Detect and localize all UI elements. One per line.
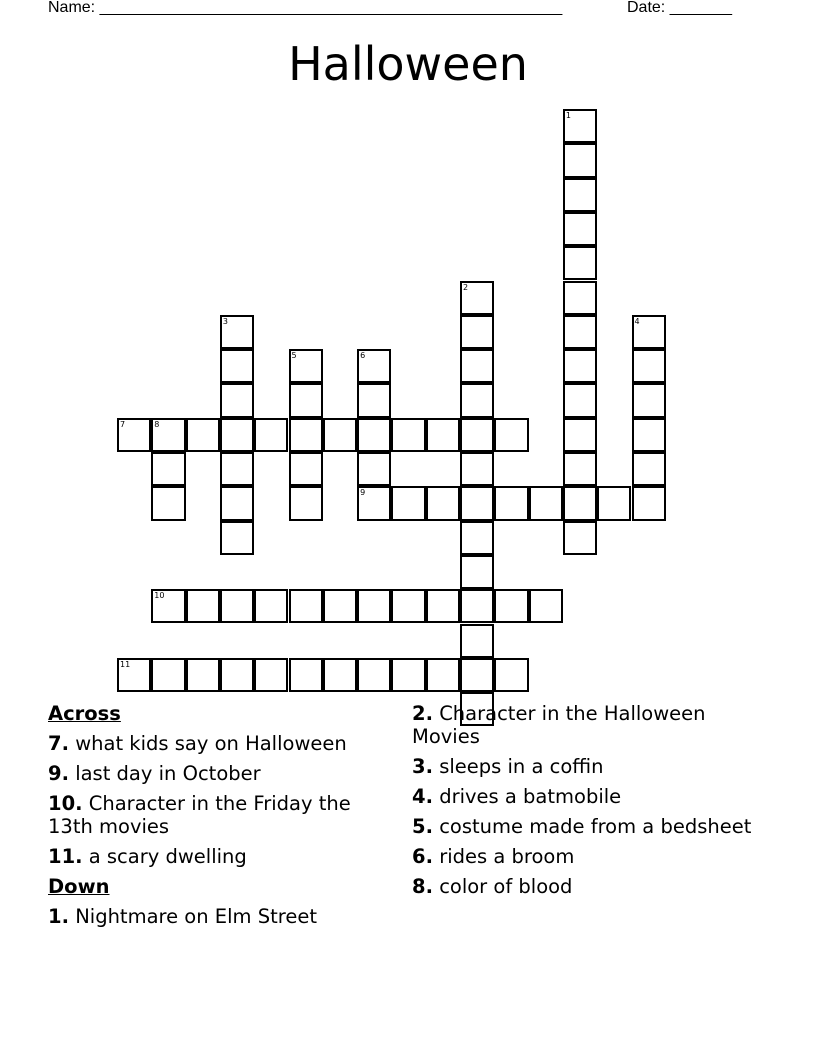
grid-cell[interactable] (151, 589, 185, 623)
grid-cell[interactable] (186, 589, 220, 623)
grid-cell[interactable] (460, 383, 494, 417)
grid-cell[interactable] (151, 418, 185, 452)
cell-number: 10 (154, 591, 165, 601)
grid-cell[interactable] (460, 589, 494, 623)
clue-text: Nightmare on Elm Street (75, 905, 317, 928)
grid-cell[interactable] (460, 315, 494, 349)
cell-number: 3 (222, 316, 228, 326)
grid-cell[interactable] (289, 589, 323, 623)
grid-cell[interactable] (220, 658, 254, 692)
clue-number: 4. (412, 785, 433, 808)
clue-number: 5. (412, 815, 433, 838)
grid-cell[interactable] (563, 315, 597, 349)
clue-text: drives a batmobile (439, 785, 622, 808)
clue-across-10 (48, 792, 398, 838)
grid-cell[interactable] (151, 486, 185, 520)
page-title: Halloween (288, 37, 528, 91)
grid-cell[interactable] (323, 658, 357, 692)
grid-cell[interactable] (391, 418, 425, 452)
grid-cell[interactable] (254, 658, 288, 692)
clue-number: 10. (48, 792, 83, 815)
grid-cell[interactable] (323, 589, 357, 623)
grid-cell[interactable] (460, 658, 494, 692)
grid-cell[interactable] (357, 589, 391, 623)
clue-number: 9. (48, 762, 69, 785)
cell-number: 6 (360, 351, 366, 361)
grid-cell[interactable] (563, 109, 597, 143)
grid-cell[interactable] (563, 178, 597, 212)
clue-down-4 (412, 785, 762, 808)
cell-number: 8 (154, 419, 160, 429)
grid-cell[interactable] (357, 349, 391, 383)
cell-number: 11 (120, 659, 131, 669)
grid-cell[interactable] (563, 383, 597, 417)
grid-cell[interactable] (289, 452, 323, 486)
clue-number: 7. (48, 732, 69, 755)
clue-text: sleeps in a coffin (439, 755, 604, 778)
grid-cell[interactable] (632, 418, 666, 452)
clue-across-7 (48, 732, 398, 755)
clue-text: last day in October (75, 762, 261, 785)
clue-down-8 (412, 875, 762, 898)
grid-cell[interactable] (220, 315, 254, 349)
grid-cell[interactable] (563, 143, 597, 177)
grid-cell[interactable] (529, 589, 563, 623)
clue-across-9 (48, 762, 398, 785)
cell-number: 9 (360, 488, 366, 498)
grid-cell[interactable] (151, 452, 185, 486)
grid-cell[interactable] (357, 452, 391, 486)
grid-cell[interactable] (632, 349, 666, 383)
clue-number: 1. (48, 905, 69, 928)
grid-cell[interactable] (391, 589, 425, 623)
grid-cell[interactable] (357, 418, 391, 452)
grid-cell[interactable] (220, 452, 254, 486)
grid-cell[interactable] (632, 315, 666, 349)
clue-down-2 (412, 702, 762, 748)
grid-cell[interactable] (426, 658, 460, 692)
date-field[interactable]: Date: _______ (627, 0, 732, 16)
grid-cell[interactable] (426, 418, 460, 452)
grid-cell[interactable] (460, 486, 494, 520)
clue-down-5 (412, 815, 762, 838)
grid-cell[interactable] (117, 658, 151, 692)
grid-cell[interactable] (632, 452, 666, 486)
grid-cell[interactable] (289, 486, 323, 520)
grid-cell[interactable] (357, 383, 391, 417)
clue-number: 6. (412, 845, 433, 868)
grid-cell[interactable] (563, 246, 597, 280)
grid-cell[interactable] (494, 486, 528, 520)
grid-cell[interactable] (151, 658, 185, 692)
grid-cell[interactable] (357, 658, 391, 692)
clue-text: Character in the Halloween Movies (412, 702, 706, 748)
grid-cell[interactable] (529, 486, 563, 520)
grid-cell[interactable] (494, 418, 528, 452)
grid-cell[interactable] (357, 486, 391, 520)
grid-cell[interactable] (289, 383, 323, 417)
cell-number: 2 (463, 282, 469, 292)
clue-text: Character in the Friday the 13th movies (48, 792, 351, 838)
across-heading: Across (48, 702, 121, 725)
grid-cell[interactable] (494, 658, 528, 692)
clue-number: 8. (412, 875, 433, 898)
grid-cell[interactable] (460, 521, 494, 555)
down-heading: Down (48, 875, 110, 898)
grid-cell[interactable] (186, 658, 220, 692)
grid-cell[interactable] (220, 486, 254, 520)
clues-right-column (412, 702, 762, 905)
grid-cell[interactable] (289, 418, 323, 452)
cell-number: 1 (565, 111, 571, 120)
grid-cell[interactable] (254, 418, 288, 452)
grid-cell[interactable] (220, 349, 254, 383)
clues-left-column (48, 702, 398, 935)
clue-across-11 (48, 845, 398, 868)
grid-cell[interactable] (289, 658, 323, 692)
grid-cell[interactable] (494, 589, 528, 623)
clue-text: a scary dwelling (88, 845, 247, 868)
grid-cell[interactable] (563, 486, 597, 520)
grid-cell[interactable] (563, 212, 597, 246)
clue-down-3 (412, 755, 762, 778)
clue-text: color of blood (439, 875, 573, 898)
grid-cell[interactable] (220, 521, 254, 555)
grid-cell[interactable] (632, 383, 666, 417)
grid-cell[interactable] (632, 486, 666, 520)
grid-cell[interactable] (563, 521, 597, 555)
name-field[interactable]: Name: ____________________________________________________ (48, 0, 563, 16)
grid-cell[interactable] (391, 486, 425, 520)
grid-cell[interactable] (460, 452, 494, 486)
grid-cell[interactable] (460, 349, 494, 383)
clue-down-1 (48, 905, 398, 928)
clue-down-6 (412, 845, 762, 868)
grid-cell[interactable] (220, 383, 254, 417)
clue-text: costume made from a bedsheet (439, 815, 752, 838)
clue-number: 3. (412, 755, 433, 778)
grid-cell[interactable] (426, 589, 460, 623)
clue-text: what kids say on Halloween (75, 732, 347, 755)
grid-cell[interactable] (254, 589, 288, 623)
grid-cell[interactable] (460, 624, 494, 658)
clue-text: rides a broom (439, 845, 575, 868)
cell-number: 7 (120, 419, 126, 429)
grid-cell[interactable] (563, 281, 597, 315)
grid-cell[interactable] (563, 349, 597, 383)
grid-cell[interactable] (460, 281, 494, 315)
grid-cell[interactable] (117, 418, 151, 452)
grid-cell[interactable] (563, 452, 597, 486)
cell-number: 5 (291, 351, 297, 361)
clue-number: 11. (48, 845, 83, 868)
grid-cell[interactable] (426, 486, 460, 520)
grid-cell[interactable] (289, 349, 323, 383)
grid-cell[interactable] (460, 418, 494, 452)
grid-cell[interactable] (220, 589, 254, 623)
grid-cell[interactable] (323, 418, 357, 452)
grid-cell[interactable] (220, 418, 254, 452)
grid-cell[interactable] (186, 418, 220, 452)
grid-cell[interactable] (563, 418, 597, 452)
grid-cell[interactable] (391, 658, 425, 692)
grid-cell[interactable] (597, 486, 631, 520)
clue-number: 2. (412, 702, 433, 725)
grid-cell[interactable] (460, 555, 494, 589)
cell-number: 4 (634, 316, 640, 326)
